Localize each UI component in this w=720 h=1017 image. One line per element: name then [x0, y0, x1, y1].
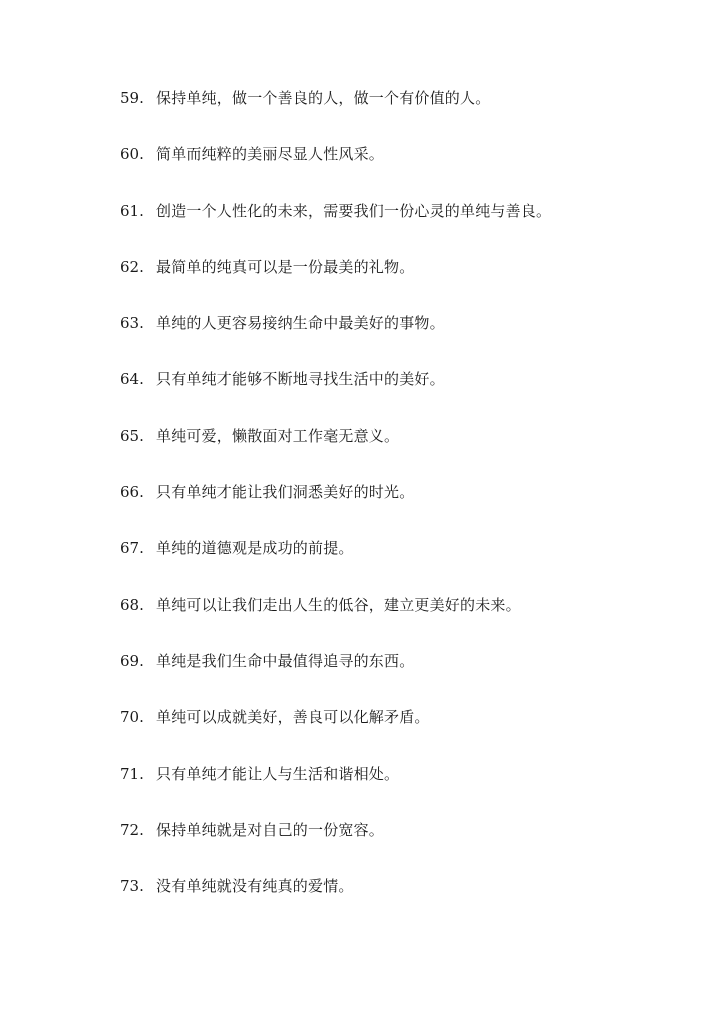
item-text: 保持单纯，做一个善良的人，做一个有价值的人。	[156, 89, 491, 107]
item-number: 64.	[120, 370, 144, 389]
item-number: 73.	[120, 877, 144, 896]
list-item	[120, 762, 680, 818]
item-number: 68.	[120, 595, 144, 614]
item-text: 单纯可以让我们走出人生的低谷，建立更美好的未来。	[156, 595, 521, 614]
item-text: 简单而纯粹的美丽尽显人性风采。	[156, 145, 385, 164]
item-number: 71.	[120, 764, 144, 783]
list-item	[120, 311, 680, 367]
item-text: 只有单纯才能够不断地寻找生活中的美好。	[156, 370, 445, 389]
quote-list	[120, 86, 680, 930]
list-item	[120, 142, 680, 198]
list-item	[120, 649, 680, 705]
list-item	[120, 536, 680, 592]
list-item	[120, 874, 680, 930]
item-text: 只有单纯才能让人与生活和谐相处。	[156, 764, 400, 783]
list-item	[120, 424, 680, 480]
item-text: 保持单纯就是对自己的一份宽容。	[156, 820, 385, 839]
list-item	[120, 255, 680, 311]
item-number: 66.	[120, 483, 144, 502]
item-text: 单纯是我们生命中最值得追寻的东西。	[156, 651, 415, 670]
item-number: 70.	[120, 708, 144, 727]
item-number: 60.	[120, 145, 144, 164]
item-number: 59.	[120, 89, 144, 107]
item-text: 单纯的人更容易接纳生命中最美好的事物。	[156, 314, 445, 333]
item-number: 69.	[120, 651, 144, 670]
item-text: 单纯的道德观是成功的前提。	[156, 539, 354, 558]
item-text: 最简单的纯真可以是一份最美的礼物。	[156, 257, 415, 276]
item-number: 62.	[120, 257, 144, 276]
list-item	[120, 818, 680, 874]
item-text: 没有单纯就没有纯真的爱情。	[156, 877, 354, 896]
list-item	[120, 367, 680, 423]
item-text: 只有单纯才能让我们洞悉美好的时光。	[156, 483, 415, 502]
item-number: 72.	[120, 820, 144, 839]
item-text: 创造一个人性化的未来，需要我们一份心灵的单纯与善良。	[156, 201, 552, 220]
item-text: 单纯可爱，懒散面对工作毫无意义。	[156, 426, 400, 445]
item-number: 63.	[120, 314, 144, 333]
item-number: 65.	[120, 426, 144, 445]
item-number: 61.	[120, 201, 144, 220]
list-item	[120, 705, 680, 761]
list-item	[120, 86, 680, 142]
list-item	[120, 480, 680, 536]
list-item	[120, 593, 680, 649]
item-text: 单纯可以成就美好，善良可以化解矛盾。	[156, 708, 430, 727]
list-item	[120, 199, 680, 255]
item-number: 67.	[120, 539, 144, 558]
